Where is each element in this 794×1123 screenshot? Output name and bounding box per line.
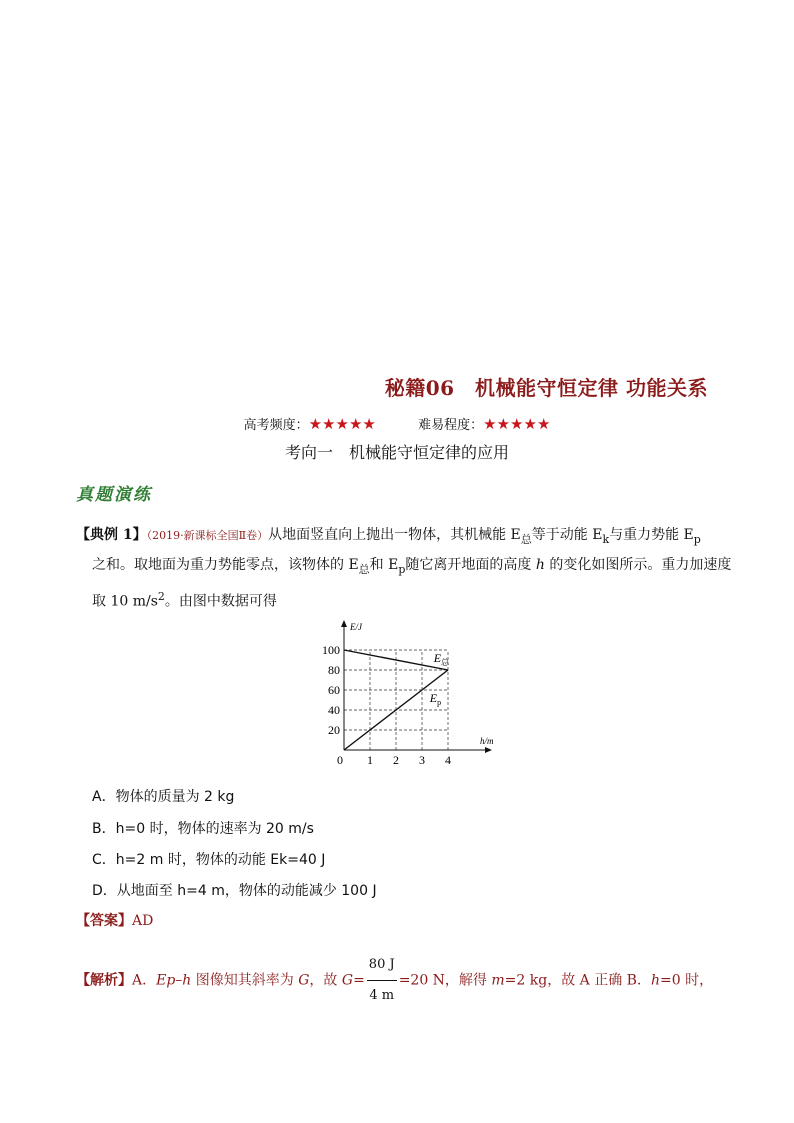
text-span: G xyxy=(298,972,310,989)
y-axis-label: E/J xyxy=(350,622,362,632)
energy-height-chart xyxy=(300,612,500,772)
sub: p xyxy=(693,532,701,546)
x-tick-label: 2 xyxy=(393,753,399,767)
text-span: 。由图中数据可得 xyxy=(164,593,277,610)
series-label xyxy=(433,651,450,667)
sub: 总 xyxy=(520,532,532,546)
example-label: 【典例 1】 xyxy=(76,527,147,543)
text-span: =20 N，解得 xyxy=(398,972,492,989)
var-h: h xyxy=(535,557,545,573)
text-span: h xyxy=(650,972,660,989)
series-label-sub: 总 xyxy=(441,658,450,667)
option-b: B．h=0 时，物体的速率为 20 m/s xyxy=(92,821,314,837)
x-axis-label: h/m xyxy=(480,736,494,746)
y-tick-label: 80 xyxy=(328,663,340,677)
text-span: 图像知其斜率为 xyxy=(191,972,299,989)
sup: 2 xyxy=(157,590,165,603)
sub: p xyxy=(398,562,406,576)
text-span: =0 时， xyxy=(660,972,714,989)
diff-label: 难易程度： xyxy=(418,418,484,433)
y-tick-label: 100 xyxy=(322,643,340,657)
x-tick-label: 4 xyxy=(445,753,451,767)
x-tick-label: 0 xyxy=(337,753,343,767)
example-line-2 xyxy=(92,550,742,585)
text-span: ，故 xyxy=(309,972,342,989)
fraction-denominator: 4 m xyxy=(369,988,395,1003)
y-tick-label: 40 xyxy=(328,703,340,717)
sub: 总 xyxy=(358,562,370,576)
text-span: G xyxy=(341,972,354,989)
series-label-main: E xyxy=(433,651,442,665)
text-span: 取 10 m/s xyxy=(92,593,158,610)
x-tick-label: 1 xyxy=(367,753,373,767)
option-a: A．物体的质量为 2 kg xyxy=(92,789,235,805)
option-d: D．从地面至 h=4 m，物体的动能减少 100 J xyxy=(92,883,377,899)
text-span: Ep–h xyxy=(156,972,192,989)
text-span: 与重力势能 E xyxy=(609,527,694,543)
y-tick-label: 20 xyxy=(328,723,340,737)
section-heading: 考向一 机械能守恒定律的应用 xyxy=(284,443,509,462)
page-title: 秘籍06 机械能守恒定律 功能关系 xyxy=(384,376,708,400)
analysis-label: 【解析】 xyxy=(76,972,132,989)
text-span: 和 E xyxy=(369,557,399,573)
text-span: = xyxy=(353,972,365,989)
fraction xyxy=(367,950,397,1011)
option-c: C．h=2 m 时，物体的动能 Ek=40 J xyxy=(92,852,326,868)
text-span: A． xyxy=(132,972,157,989)
text-span: 等于动能 E xyxy=(531,527,603,543)
real-exam-tag: 真题演练 xyxy=(76,485,152,505)
fraction-numerator: 80 J xyxy=(367,950,397,981)
freq-stars: ★★★★★ xyxy=(308,415,376,433)
answer-label: 【答案】 xyxy=(76,913,132,929)
analysis-line xyxy=(76,950,736,1011)
text-span: =2 kg，故 A 正确 B． xyxy=(504,972,651,989)
x-axis-arrow xyxy=(485,747,492,753)
series-label-main: E xyxy=(429,691,438,705)
sub: k xyxy=(602,532,610,546)
text-span: 的变化如图所示。重力加速度 xyxy=(544,557,732,573)
answer-line xyxy=(76,906,726,936)
text-span: 之和。取地面为重力势能零点，该物体的 E xyxy=(92,557,359,573)
diff-stars: ★★★★★ xyxy=(483,415,551,433)
text-span: 从地面竖直向上抛出一物体，其机械能 E xyxy=(268,527,521,543)
text-span: m xyxy=(491,972,505,989)
answer-value: AD xyxy=(132,913,154,929)
series-label xyxy=(429,691,441,707)
example-source: （2019·新课标全国Ⅱ卷） xyxy=(146,529,269,542)
text-span: 随它离开地面的高度 xyxy=(405,557,536,573)
y-tick-label: 60 xyxy=(328,683,340,697)
x-tick-label: 3 xyxy=(419,753,425,767)
freq-label: 高考频度： xyxy=(243,418,309,433)
meta-row xyxy=(0,414,794,433)
y-axis-arrow xyxy=(341,620,347,627)
series-label-sub: p xyxy=(437,698,442,707)
